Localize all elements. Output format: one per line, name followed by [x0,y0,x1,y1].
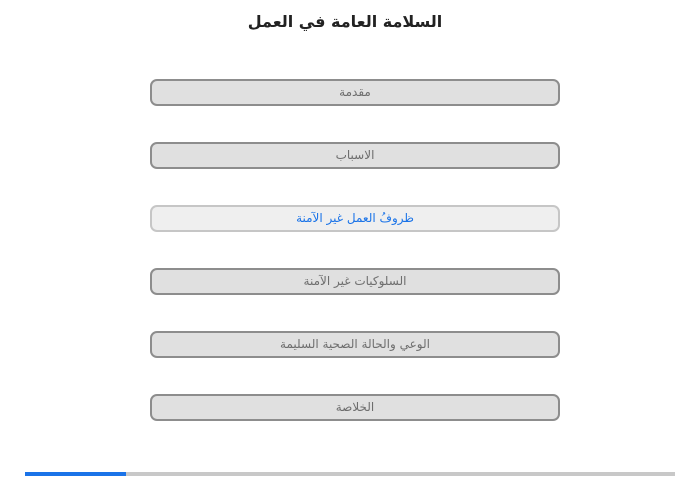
menu-item-unsafe-conditions[interactable]: ظروفُ العمل غير الآمنة [150,205,560,232]
menu-item-unsafe-behaviors[interactable]: السلوكيات غير الآمنة [150,268,560,295]
menu-item-introduction[interactable]: مقدمة [150,79,560,106]
progress-bar-fill [25,472,126,476]
menu-item-causes[interactable]: الاسباب [150,142,560,169]
progress-bar [25,472,675,476]
menu-item-conclusion[interactable]: الخلاصة [150,394,560,421]
menu-item-awareness-health[interactable]: الوعي والحالة الصحية السليمة [150,331,560,358]
chapter-menu [150,79,560,457]
page-title: السلامة العامة في العمل [247,12,443,31]
